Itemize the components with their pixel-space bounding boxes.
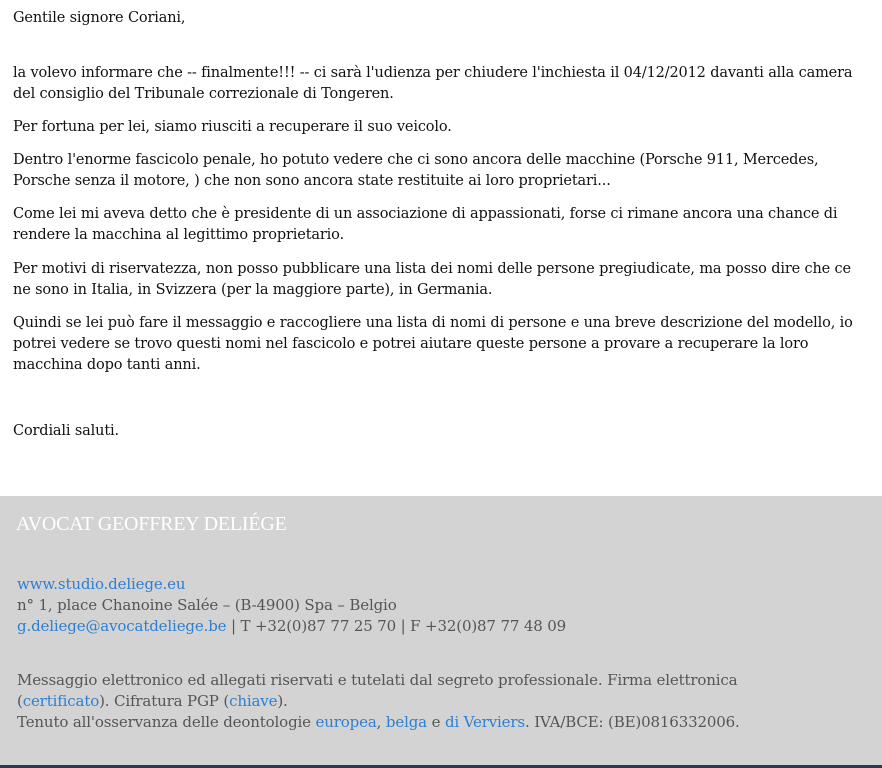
signature-address: n° 1, place Chanoine Salée – (B-4900) Spa – Belgio [17,596,397,614]
website-link[interactable]: www.studio.deliege.eu [17,575,186,593]
signature-website-line [17,574,185,595]
paragraph-association: Come lei mi aveva detto che è presidente di un associazione di appassionati, forse ci rimane ancora una chance di rendere la macchina al legittimo proprietario. [13,206,838,243]
verviers-link[interactable]: di Verviers [444,713,525,731]
paragraph-request: Quindi se lei può fare il messaggio e raccogliere una lista di nomi di persone e una breve descrizione del modello, io potrei vedere se trovo questi nomi nel fascicolo e potrei aiutare queste persone a provare a recuperare la loro macchina dopo tanti anni. [13,315,853,373]
deontology-text: Tenuto all'osservanza delle deontologie [17,713,316,731]
paragraph-confidentiality: Per motivi di riservatezza, non posso pubblicare una lista dei nomi delle persone pregiudicate, ma posso dire che ce ne sono in Italia, in Svizzera (per la maggiore parte), in Germania. [13,261,851,298]
paren-open: ( [17,692,23,710]
signature-contact-line [17,616,566,637]
confidentiality-notice: Messaggio elettronico ed allegati riservati e tutelati dal segreto professionale. Firma elettronica [17,671,738,689]
phone-numbers: | T +32(0)87 77 25 70 | F +32(0)87 77 48 09 [226,617,567,635]
separator-e: e [426,713,445,731]
paragraph-vehicle-recovered: Per fortuna per lei, siamo riusciti a recuperare il suo veicolo. [13,119,452,135]
certificate-link[interactable]: certificato [22,692,100,710]
closing: Cordiali saluti. [13,423,119,439]
belga-link[interactable]: belga [385,713,427,731]
pgp-key-link[interactable]: chiave [229,692,278,710]
paren-close: ). [277,692,288,710]
signature-deontology-line [17,712,740,733]
greeting: Gentile signore Coriani, [13,10,186,26]
email-link[interactable]: g.deliege@avocatdeliege.be [17,617,227,635]
signature-name: AVOCAT GEOFFREY DELIÉGE [16,513,287,535]
vat-number: . IVA/BCE: (BE)0816332006. [524,713,740,731]
signature-crypto-line [17,691,288,712]
paragraph-hearing-date: la volevo informare che -- finalmente!!! -- ci sarà l'udienza per chiudere l'inchiesta il 04/12/2012 davanti alla camera del consiglio del Tribunale correzionale di Tongeren. [13,65,853,102]
pgp-text: ). Cifratura PGP ( [99,692,230,710]
signature-block [0,496,882,768]
paragraph-case-file: Dentro l'enorme fascicolo penale, ho potuto vedere che ci sono ancora delle macchine (Porsche 911, Mercedes, Porsche senza il motore, ) che non sono ancora state restituite ai loro proprietari... [13,152,819,189]
separator-comma: , [376,713,386,731]
europea-link[interactable]: europea [315,713,377,731]
